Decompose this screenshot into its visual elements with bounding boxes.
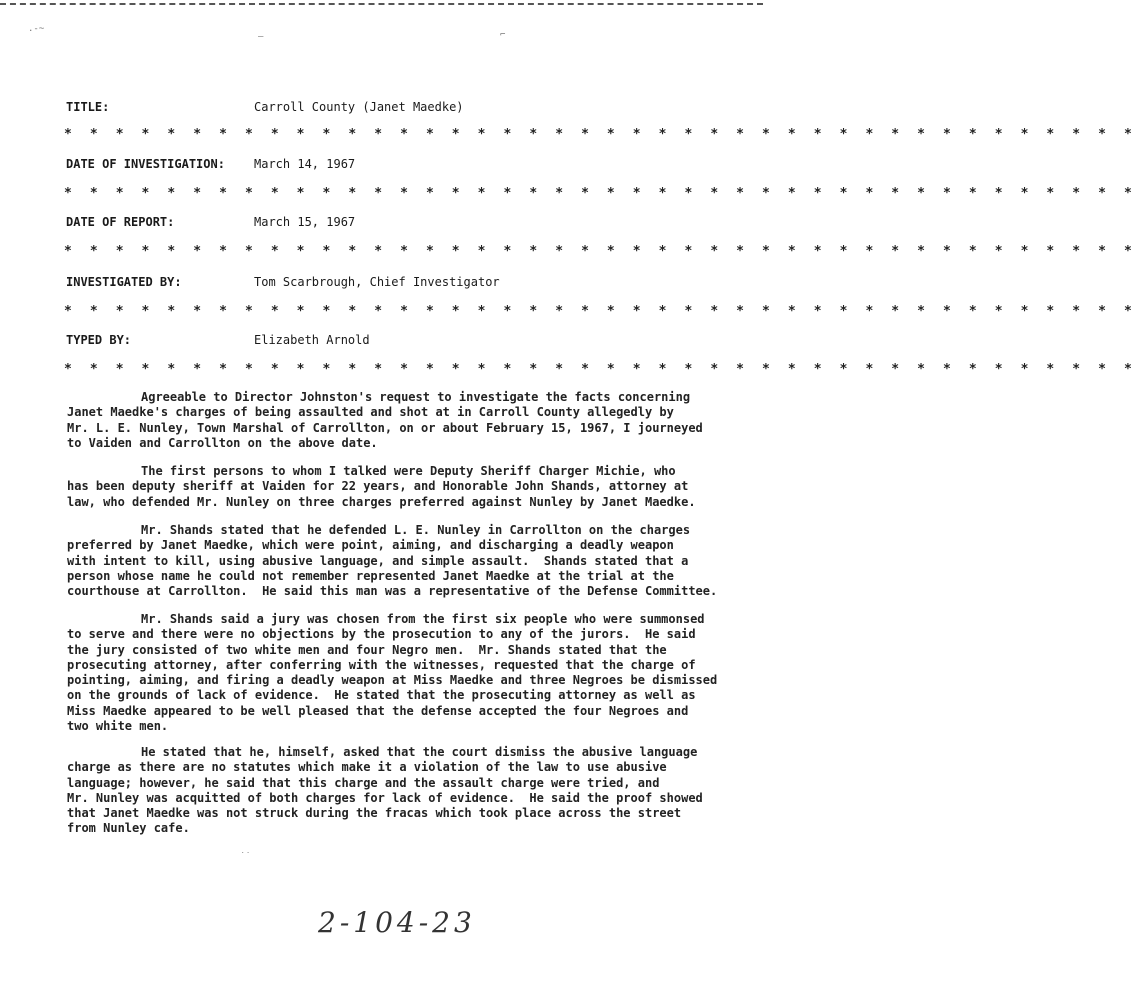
paragraph-text: He stated that he, himself, asked that the court dismiss the abusive language charge as there are no statutes which make it a violation of the law to use abusive language; however, he said that this charge and the assault charge were tried, and Mr. Nunley was acquitted of both charges for lack of evidence. He said the proof showed that Janet Maedke was not struck during the fracas which took place across the street from Nunley cafe.: [67, 745, 703, 836]
separator-stars: * * * * * * * * * * * * * * * * * * * * * * * * * * * * * * * * * * * * * * * * * *: [64, 186, 1137, 201]
scan-speck: .-~: [28, 24, 45, 34]
body-paragraph-1: [67, 390, 747, 451]
date-of-report-value: March 15, 1967: [254, 215, 356, 229]
date-of-report-label: DATE OF REPORT:: [66, 215, 175, 229]
separator-stars: * * * * * * * * * * * * * * * * * * * * * * * * * * * * * * * * * * * * * * * * * *: [64, 362, 1137, 377]
date-of-investigation-label: DATE OF INVESTIGATION:: [66, 157, 225, 171]
scan-speck: ⌐: [500, 30, 506, 40]
body-paragraph-5: [67, 745, 747, 837]
scan-speck: —: [258, 32, 264, 42]
title-value: Carroll County (Janet Maedke): [254, 100, 464, 114]
title-label: TITLE:: [66, 100, 110, 114]
top-border-line: [0, 3, 763, 5]
paragraph-text: Mr. Shands stated that he defended L. E. Nunley in Carrollton on the charges preferred by Janet Maedke, which were point, aiming, and discharging a deadly weapon with intent to kill, using abusive language, and simple assault. Shands stated that a person whose name he could not remember represented Janet Maedke at the trial at the courthouse at Carrollton. He said this man was a representative of the Defense Committee.: [67, 523, 718, 599]
paragraph-text: Agreeable to Director Johnston's request to investigate the facts concerning Janet Maedke's charges of being assaulted and shot at in Carroll County allegedly by Mr. L. E. Nunley, Town Marshal of Carrollton, on or about February 15, 1967, I journeyed to Vaiden and Carrollton on the above date.: [67, 390, 703, 450]
typed-by-label: TYPED BY:: [66, 333, 132, 347]
body-paragraph-3: [67, 523, 747, 599]
scan-speck: ˙˙: [240, 852, 251, 862]
investigated-by-value: Tom Scarbrough, Chief Investigator: [254, 275, 500, 289]
typed-by-value: Elizabeth Arnold: [254, 333, 370, 347]
paragraph-text: Mr. Shands said a jury was chosen from the first six people who were summonsed to serve and there were no objections by the prosecution to any of the jurors. He said the jury consisted of two white men and four Negro men. Mr. Shands stated that the prosecuting attorney, after conferring with the witnesses, requested that the charge of pointing, aiming, and firing a deadly weapon at Miss Maedke and three Negroes be dismissed on the grounds of lack of evidence. He stated that the prosecuting attorney as well as Miss Maedke appeared to be well pleased that the defense accepted the four Negroes and two white men.: [67, 612, 718, 734]
separator-stars: * * * * * * * * * * * * * * * * * * * * * * * * * * * * * * * * * * * * * * * * * *: [64, 244, 1137, 259]
separator-stars: * * * * * * * * * * * * * * * * * * * * * * * * * * * * * * * * * * * * * * * * * *: [64, 304, 1137, 319]
body-paragraph-4: [67, 612, 747, 734]
separator-stars: * * * * * * * * * * * * * * * * * * * * * * * * * * * * * * * * * * * * * * * * * *: [64, 127, 1137, 142]
body-paragraph-2: [67, 464, 747, 510]
date-of-investigation-value: March 14, 1967: [254, 157, 356, 171]
paragraph-text: The first persons to whom I talked were Deputy Sheriff Charger Michie, who has been deputy sheriff at Vaiden for 22 years, and Honorable John Shands, attorney at law, who defended Mr. Nunley on three charges preferred against Nunley by Janet Maedke.: [67, 464, 696, 509]
handwritten-page-number: 2-104-23: [318, 906, 476, 939]
investigated-by-label: INVESTIGATED BY:: [66, 275, 182, 289]
